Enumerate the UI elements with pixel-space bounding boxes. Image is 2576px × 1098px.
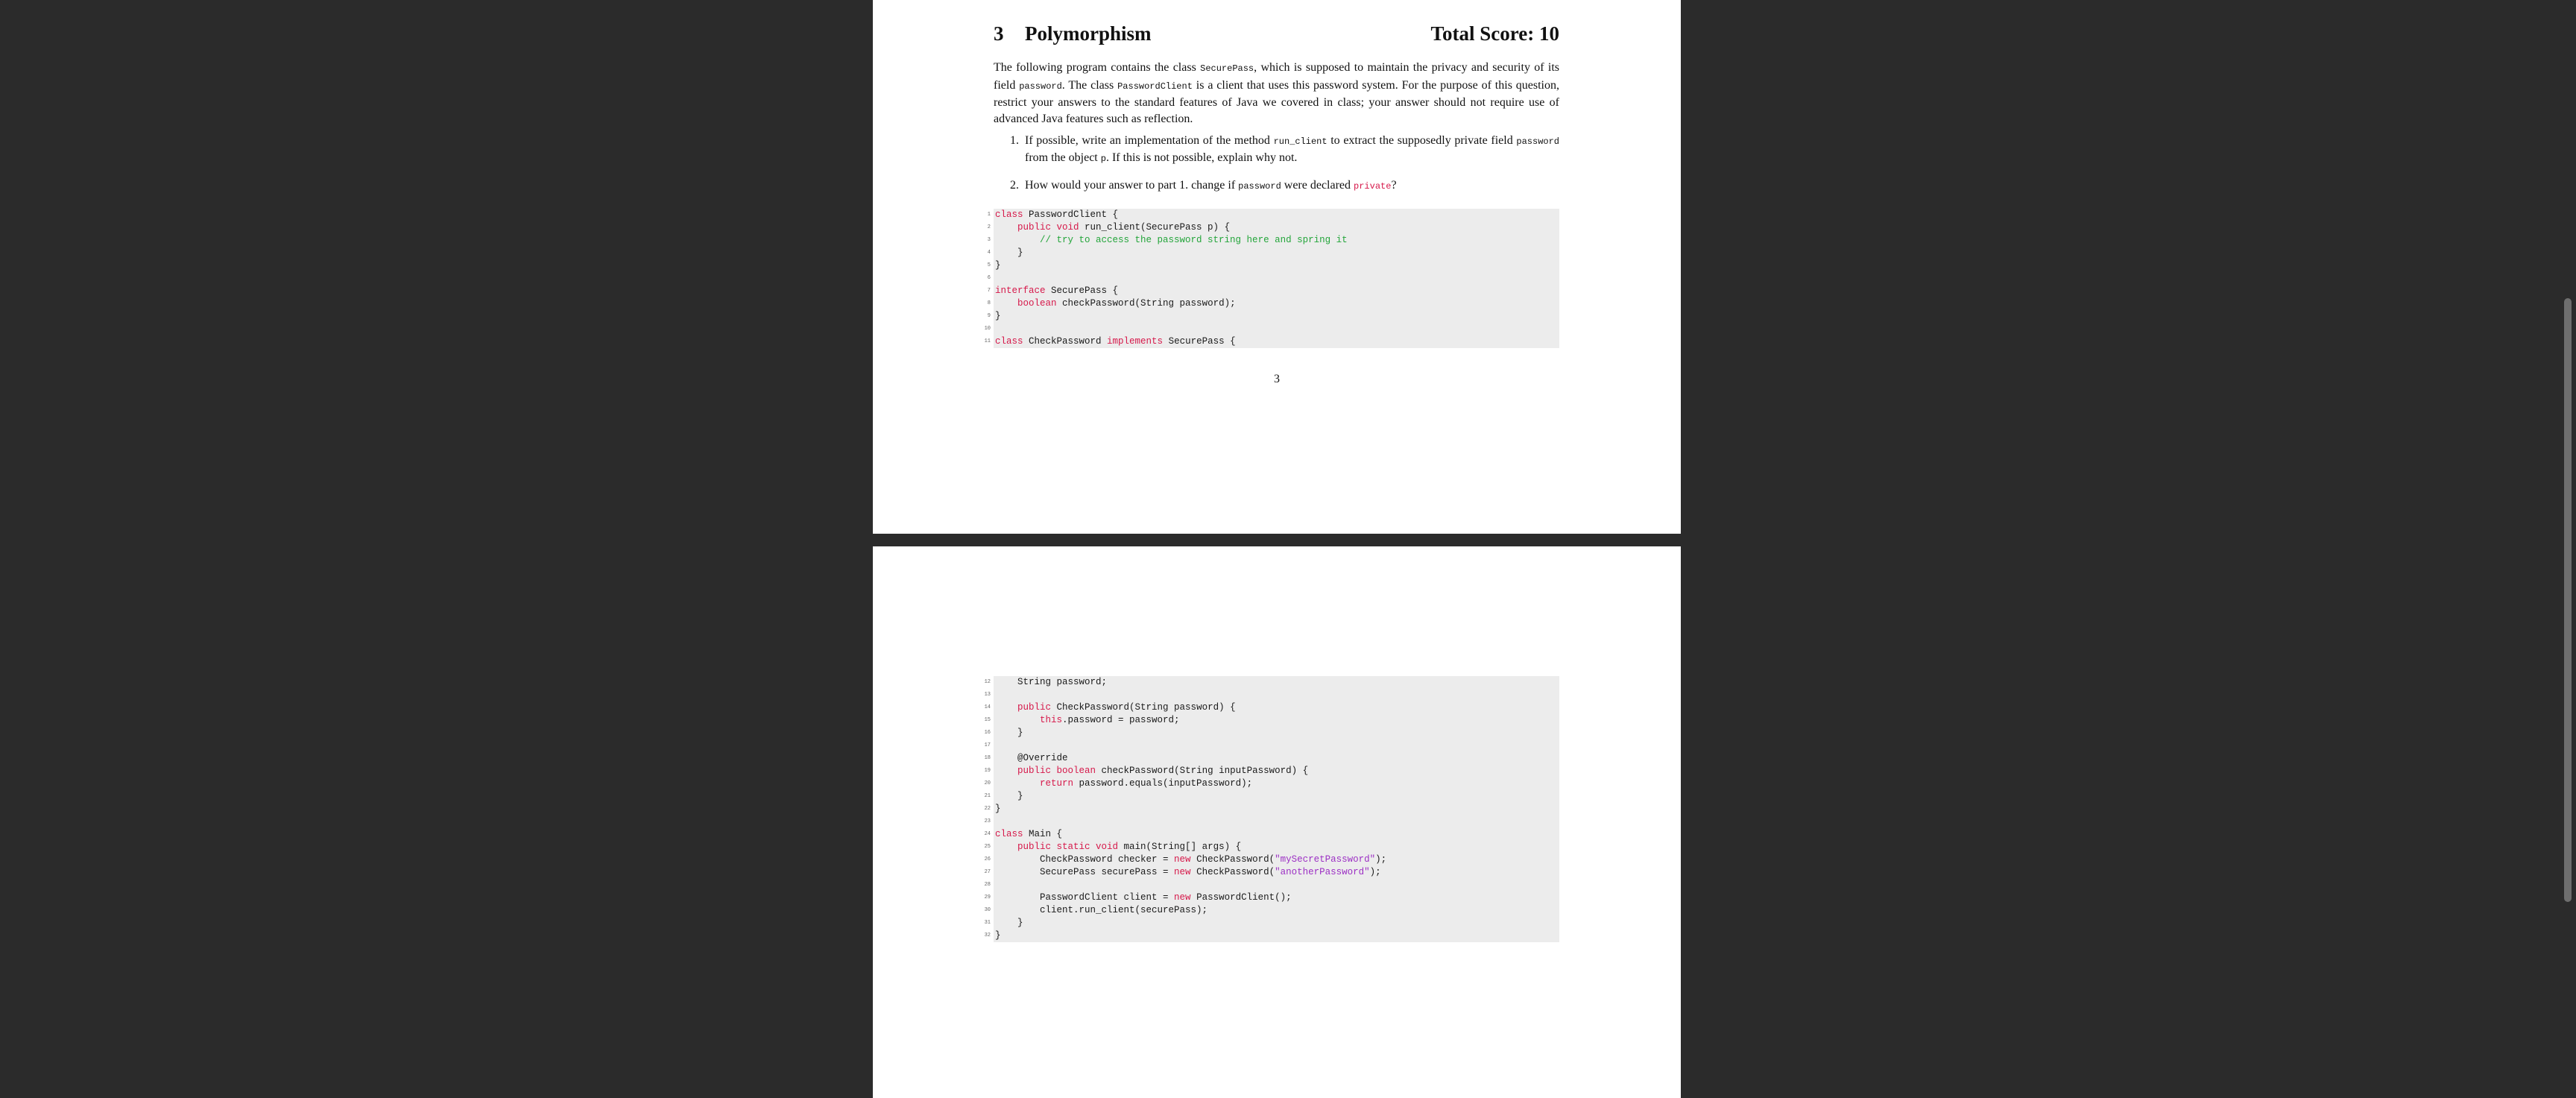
code-line — [984, 892, 1559, 904]
line-number: 12 — [984, 679, 991, 685]
code-keyword: this — [1040, 715, 1063, 725]
line-number: 20 — [984, 780, 991, 786]
line-number: 13 — [984, 692, 991, 698]
total-score: Total Score: 10 — [1430, 22, 1559, 45]
code-text: SecurePass securePass = — [995, 867, 1175, 877]
code-keyword: class — [995, 209, 1023, 220]
question-2: 2. How would your answer to part 1. change if password were declared private? — [1010, 179, 1397, 192]
line-number: 31 — [984, 920, 991, 926]
code-line — [987, 297, 1559, 310]
line-number: 25 — [984, 844, 991, 850]
code-keyword: return — [1040, 778, 1074, 789]
code-line — [984, 904, 1559, 917]
code-text: CheckPassword( — [1190, 854, 1275, 865]
vertical-scrollbar[interactable] — [2560, 0, 2576, 1098]
code-text — [995, 778, 1040, 789]
code-line — [987, 221, 1559, 234]
code-text: Main { — [1023, 829, 1063, 839]
line-number: 28 — [984, 882, 991, 888]
code-line — [984, 841, 1559, 854]
code-text — [995, 222, 1017, 233]
code-line — [984, 917, 1559, 930]
section-header — [994, 22, 1559, 49]
code-string: "mySecretPassword" — [1275, 854, 1376, 865]
section-number: 3 — [994, 22, 1004, 45]
code-text — [995, 842, 1017, 852]
code-keyword: public boolean — [1017, 766, 1096, 776]
code-listing-part-2 — [984, 676, 1559, 942]
code-text: checkPassword(String password); — [1056, 298, 1236, 309]
code-line — [984, 828, 1559, 841]
code-line — [984, 815, 1559, 828]
pdf-page-4 — [873, 546, 1681, 1098]
line-number: 14 — [984, 704, 991, 710]
code-line — [984, 752, 1559, 765]
line-number: 17 — [984, 742, 991, 748]
code-keyword: new — [1174, 892, 1191, 903]
code-text: run_client(SecurePass p) { — [1079, 222, 1231, 233]
line-number: 4 — [987, 250, 991, 256]
code-line — [987, 234, 1559, 247]
code-keyword: class — [995, 336, 1023, 347]
line-number: 5 — [987, 262, 991, 268]
line-number: 21 — [984, 793, 991, 799]
line-number: 6 — [987, 275, 991, 281]
code-text — [995, 702, 1017, 713]
code-keyword: new — [1174, 854, 1191, 865]
code-text: } — [995, 791, 1023, 801]
code-keyword: boolean — [1017, 298, 1057, 309]
code-line — [984, 701, 1559, 714]
code-line — [984, 854, 1559, 866]
code-keyword: implements — [1107, 336, 1164, 347]
code-line — [987, 247, 1559, 259]
line-number: 15 — [984, 717, 991, 723]
line-number: 27 — [984, 869, 991, 875]
line-number: 30 — [984, 907, 991, 913]
code-keyword: class — [995, 829, 1023, 839]
code-keyword: new — [1174, 867, 1191, 877]
code-text — [995, 298, 1017, 309]
line-number: 29 — [984, 895, 991, 900]
line-number: 11 — [984, 338, 991, 344]
code-line — [987, 209, 1559, 221]
line-number: 3 — [987, 237, 991, 243]
code-text: } — [995, 804, 1001, 814]
question-1: 1. If possible, write an implementation of the method run_client to extract the supposedly private field password from the object p. If this is not possible, explain why not. — [1010, 134, 1559, 164]
code-text: .password = password; — [1062, 715, 1180, 725]
code-line — [984, 727, 1559, 739]
code-text: main(String[] args) { — [1118, 842, 1242, 852]
code-text: SecurePass { — [1163, 336, 1236, 347]
code-text: } — [995, 311, 1001, 321]
pdf-page-3 — [873, 0, 1681, 534]
code-line — [984, 790, 1559, 803]
code-text: client.run_client(securePass); — [995, 905, 1208, 915]
code-line — [987, 285, 1559, 297]
code-text: } — [995, 260, 1001, 271]
line-number: 24 — [984, 831, 991, 837]
line-number: 8 — [987, 300, 991, 306]
code-text: CheckPassword — [1023, 336, 1108, 347]
line-number: 18 — [984, 755, 991, 761]
line-number: 1 — [987, 212, 991, 218]
code-line — [984, 714, 1559, 727]
code-text: SecurePass { — [1045, 285, 1119, 296]
code-text — [995, 766, 1017, 776]
code-text: CheckPassword checker = — [995, 854, 1175, 865]
intro-paragraph: The following program contains the class SecurePass, which is supposed to maintain the privacy and security of its field password. The class PasswordClient is a client that uses this password system. For the purpose of this question, restrict your answers to the standard features of Java we covered in class; your answer should not require use of advanced Java features such as reflection. — [994, 61, 1560, 125]
line-number: 16 — [984, 730, 991, 736]
code-text: } — [995, 728, 1023, 738]
code-text: PasswordClient(); — [1190, 892, 1292, 903]
code-listing-part-1 — [984, 209, 1559, 348]
code-line — [984, 335, 1559, 348]
code-text: CheckPassword( — [1190, 867, 1275, 877]
code-text: ); — [1369, 867, 1381, 877]
code-comment: // try to access the password string here and spring it — [1040, 235, 1348, 245]
code-text — [995, 715, 1040, 725]
code-line — [984, 323, 1559, 335]
code-line — [984, 803, 1559, 815]
scrollbar-thumb[interactable] — [2564, 298, 2572, 902]
page-number: 3 — [1274, 373, 1280, 385]
code-line — [984, 930, 1559, 942]
code-line — [984, 866, 1559, 879]
question-list — [994, 133, 1559, 205]
line-number: 32 — [984, 933, 991, 938]
code-line — [987, 272, 1559, 285]
code-text — [995, 235, 1040, 245]
code-line — [987, 310, 1559, 323]
code-text: @Override — [995, 753, 1068, 763]
code-text: PasswordClient client = — [995, 892, 1175, 903]
code-keyword: public — [1017, 702, 1052, 713]
code-line — [984, 689, 1559, 701]
line-number: 22 — [984, 806, 991, 812]
code-line — [984, 739, 1559, 752]
code-text: } — [995, 247, 1023, 258]
line-number: 10 — [984, 326, 991, 332]
code-text: PasswordClient { — [1023, 209, 1119, 220]
code-line — [984, 676, 1559, 689]
code-text: checkPassword(String inputPassword) { — [1096, 766, 1309, 776]
code-line — [984, 777, 1559, 790]
code-line — [984, 879, 1559, 892]
code-keyword: public void — [1017, 222, 1079, 233]
line-number: 2 — [987, 224, 991, 230]
line-number: 23 — [984, 818, 991, 824]
line-number: 9 — [987, 313, 991, 319]
code-text: } — [995, 930, 1001, 941]
line-number: 26 — [984, 856, 991, 862]
code-text: String password; — [995, 677, 1108, 687]
code-keyword: interface — [995, 285, 1046, 296]
code-text: ); — [1375, 854, 1387, 865]
section-title: Polymorphism — [1025, 22, 1152, 45]
code-line — [987, 259, 1559, 272]
code-text: } — [995, 918, 1023, 928]
line-number: 7 — [987, 288, 991, 294]
code-text: password.equals(inputPassword); — [1073, 778, 1253, 789]
line-number: 19 — [984, 768, 991, 774]
code-text: CheckPassword(String password) { — [1051, 702, 1236, 713]
code-keyword: public static void — [1017, 842, 1119, 852]
code-line — [984, 765, 1559, 777]
code-string: "anotherPassword" — [1275, 867, 1370, 877]
